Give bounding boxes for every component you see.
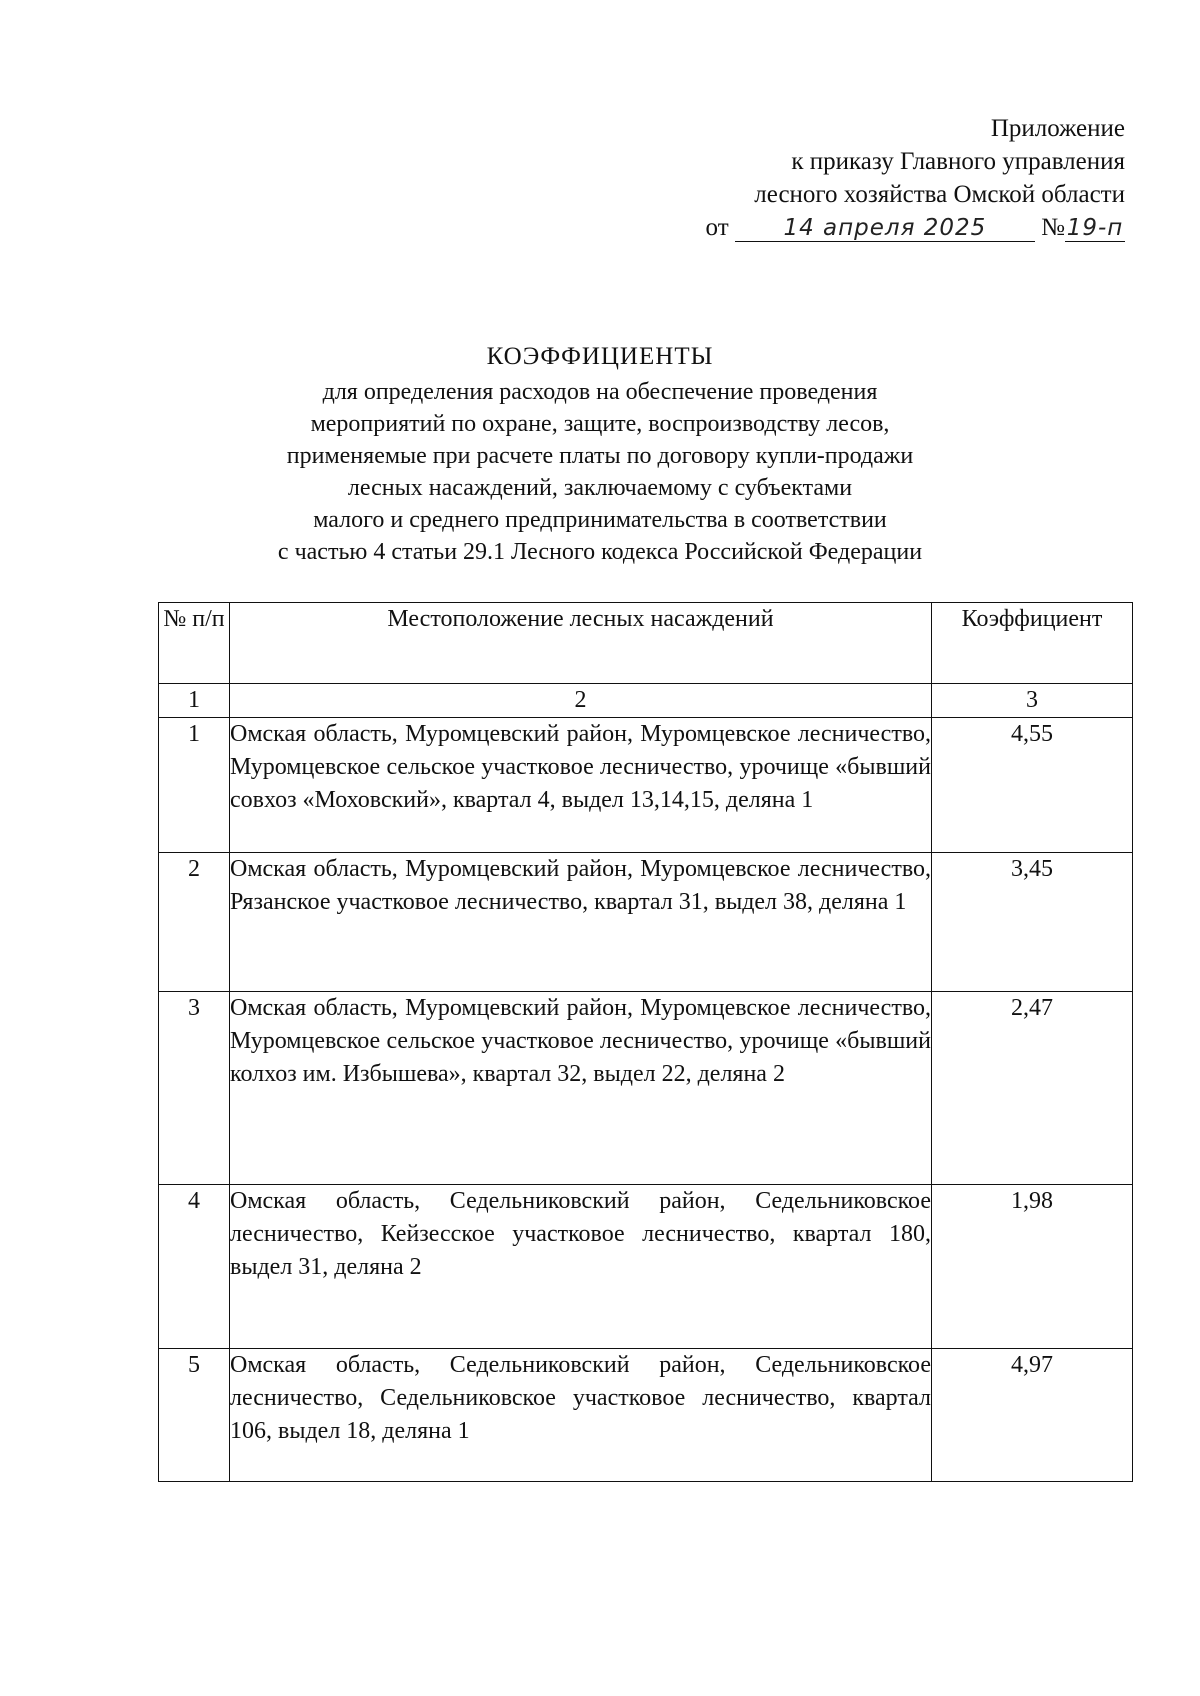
document-title: КОЭФФИЦИЕНТЫ xyxy=(486,343,714,370)
column-number-row xyxy=(159,684,1133,718)
row-location: Омская область, Муромцевский район, Муромцевское лесничество, Муромцевское сельское участковое лесничество, урочище «бывший совхоз «Моховский», квартал 4, выдел 13,14,15, деляна 1 xyxy=(230,718,932,853)
row-coefficient: 2,47 xyxy=(932,992,1133,1185)
header-num: № п/п xyxy=(159,603,230,684)
row-coefficient: 4,55 xyxy=(932,718,1133,853)
number-label: № xyxy=(1041,214,1065,241)
header-coefficient: Коэффициент xyxy=(932,603,1133,684)
issuer-line: лесного хозяйства Омской области xyxy=(754,181,1125,208)
coefficients-table xyxy=(158,602,1133,1482)
row-location: Омская область, Муромцевский район, Муромцевское лесничество, Рязанское участковое лесничество, квартал 31, выдел 38, деляна 1 xyxy=(230,853,932,992)
column-number: 2 xyxy=(230,684,932,718)
table-row xyxy=(159,1185,1133,1349)
order-date-number-line xyxy=(706,211,1125,244)
table-row xyxy=(159,1349,1133,1482)
handwritten-date: 14 апреля 2025 xyxy=(735,215,1035,242)
header-location: Местоположение лесных насаждений xyxy=(230,603,932,684)
row-coefficient: 3,45 xyxy=(932,853,1133,992)
row-number: 2 xyxy=(159,853,230,992)
table-row xyxy=(159,853,1133,992)
row-location: Омская область, Седельниковский район, Седельниковское лесничество, Кейзесское участковое лесничество, квартал 180, выдел 31, деляна 2 xyxy=(230,1185,932,1349)
row-number: 1 xyxy=(159,718,230,853)
column-number: 3 xyxy=(932,684,1133,718)
table-header-row xyxy=(159,603,1133,684)
appendix-header xyxy=(706,112,1125,244)
appendix-label: Приложение xyxy=(990,115,1125,142)
table-row xyxy=(159,718,1133,853)
document-title-block xyxy=(0,340,1200,568)
from-label: от xyxy=(705,214,729,241)
row-number: 5 xyxy=(159,1349,230,1482)
row-number: 4 xyxy=(159,1185,230,1349)
document-subtitle: для определения расходов на обеспечение проведения мероприятий по охране, защите, воспроизводству лесов, применяемые при расчете платы по договору купли-продажи лесных насаждений, заключаемому с субъектами малого и среднего предпринимательства в соответствии с частью 4 статьи 29.1 Лесного кодекса Российской Федерации xyxy=(277,379,923,565)
row-number: 3 xyxy=(159,992,230,1185)
row-location: Омская область, Муромцевский район, Муромцевское лесничество, Муромцевское сельское участковое лесничество, урочище «бывший колхоз им. Избышева», квартал 32, выдел 22, деляна 2 xyxy=(230,992,932,1185)
handwritten-number: 19-п xyxy=(1066,215,1124,241)
column-number: 1 xyxy=(159,684,230,718)
row-location: Омская область, Седельниковский район, Седельниковское лесничество, Седельниковское участковое лесничество, квартал 106, выдел 18, деляна 1 xyxy=(230,1349,932,1482)
row-coefficient: 4,97 xyxy=(932,1349,1133,1482)
table-row xyxy=(159,992,1133,1185)
row-coefficient: 1,98 xyxy=(932,1185,1133,1349)
order-reference-line: к приказу Главного управления xyxy=(791,148,1125,175)
